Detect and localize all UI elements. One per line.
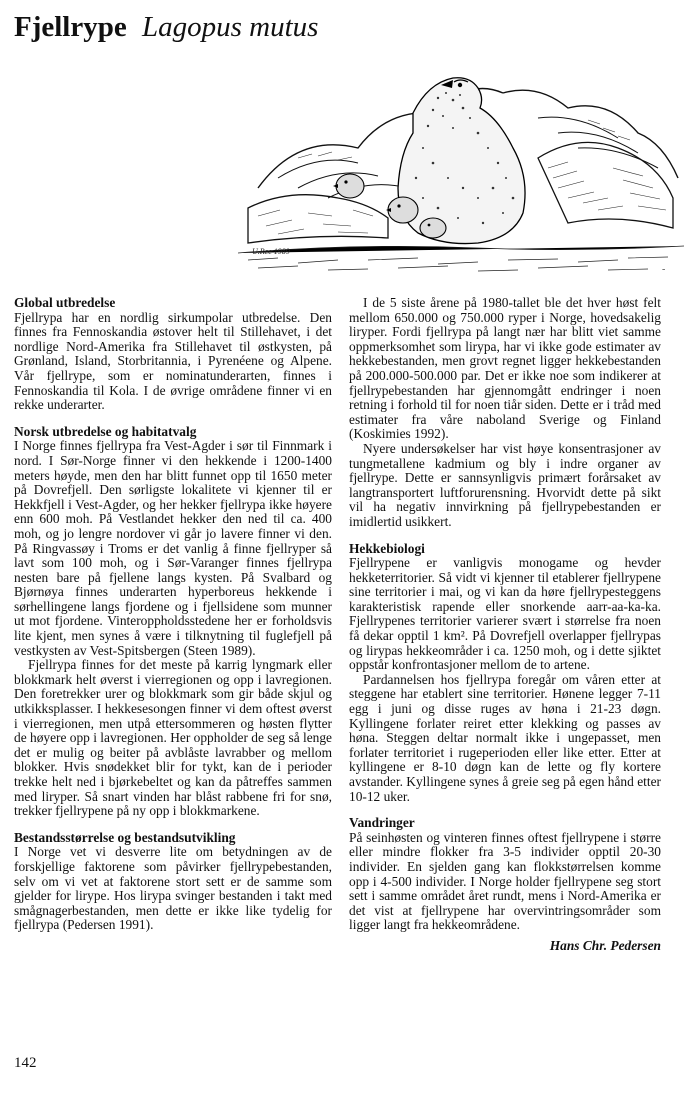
paragraph: Pardannelsen hos fjellrypa foregår om våren etter at steggene har etablert sine territorier. Hønene legger 7-11 egg i juni og disse ruges av høna i 21-23 døgn. Kyllingene forlater reiret etter klekking og passes av høna. Steggen deltar normalt ikke i ungepasset, men forlater territoriet i rugeperioden eller like etter. Etter at kyllingene er 8-10 døgn kan de lette og fly kortere avstander. Kyllingene synes å greie seg på egen hånd etter 10-12 uker. xyxy=(349,671,661,804)
paragraph: I de 5 siste årene på 1980-tallet ble det hver høst felt mellom 650.000 og 750.000 ryper i Norge, hovedsakelig liryper. Fordi fjellrypa på langt nær har blitt viet samme oppmerksomhet som lirypa, har vi ikke gode estimater av hekkebestanden, men grovt regnet ligger hekkebestanden på 200.000-500.000 par. Det er ikke noe som indikerer at fjellrypebestanden har gjennomgått endringer i noen retning i forhold til for noen tiår siden. Dette er i tråd med estimater fra våre naboland Sverige og Finland (Koskimies 1992). xyxy=(349,295,661,442)
paragraph: Fjellrypene er vanligvis monogame og hevder hekketerritorier. Så vidt vi kjenner til etablerer fjellrypene sine territorier i mai, og vi kan da høre fjellrypesteggens karakteristisk rapende eller snorkende aarr-aa-ka-ka. Fjellrypenes territorier varierer svært i størrelse fra noen få dekar opptil 1 km². På Dovrefjell overlapper fjellrypas og lirypas hekkeområder i ca. 1250 moh, og i dette sjiktet oppstår konfrontasjoner mellom de to artene. xyxy=(349,555,661,673)
ptarmigan-illustration xyxy=(238,38,684,278)
author-signature: Hans Chr. Pedersen xyxy=(549,937,661,953)
paragraph: På seinhøsten og vinteren finnes oftest fjellrypene i større eller mindre flokker fra 3-5 individer opptil 20-30 individer. En sjelden gang kan flokkstørrelsen komme opp i 4-500 individer. I Norge holder fjellrypene seg stort sett i samme området året rundt, mens i Nord-Amerika er det vist at fjellrypene har overvintringsområder som ligger langt fra hekkeområdene. xyxy=(349,829,661,933)
section-bestand xyxy=(14,831,332,933)
species-common-name: Fjellrype xyxy=(14,11,127,43)
paragraph: Fjellrypa har en nordlig sirkumpolar utbredelse. Den finnes fra Fennoskandia østover helt til Stillehavet, i det nordlige Nord-Amerika fra Stillehavet til østkysten, på Grønland, Island, Storbritannia, i Pyrenéene og Alpene. Vår fjellrype, som er nominatunderarten, finnes i Fennoskandia til Kola. I de øvrige områdene finner vi en rekke underarter. xyxy=(14,309,332,413)
section-norsk xyxy=(14,425,332,819)
section-global xyxy=(14,296,332,413)
section-hekke xyxy=(349,542,661,805)
section-heading: Norsk utbredelse og habitatvalg xyxy=(14,423,197,439)
species-latin-name: Lagopus mutus xyxy=(141,11,319,43)
section-vandr xyxy=(349,816,661,953)
section-heading: Bestandsstørrelse og bestandsutvikling xyxy=(14,829,236,845)
left-column xyxy=(14,296,332,945)
section-heading: Vandringer xyxy=(349,815,415,831)
artist-signature: U.Ree 1989 xyxy=(252,247,290,256)
paragraph: I Norge vet vi desverre lite om betydningen av de forskjellige faktorene som påvirker fjellrypebestanden, selv om vi vet at faktorene stort sett er de samme som gjelder for lirype. Hos lirypa svinger bestanden i takt med smågnagerbestanden, men dette er ikke like tydelig for fjellrypa (Pedersen 1991). xyxy=(14,844,332,933)
section-heading: Hekkebiologi xyxy=(349,540,425,556)
page-mark: - xyxy=(662,264,666,275)
paragraph: Fjellrypa finnes for det meste på karrig lyngmark eller blokkmark helt øverst i vierregionen og opp i lavregionen. Den foretrekker urer og blokkmark som gir både skjul og utkikksplasser. I hekkesesongen finner vi dem oftest øverst i vierregionen, men utpå ettersommeren og høsten flytter de høyere opp i lavregionen. Her oppholder de seg så lenge det er mulig og beiter på avblåste lavrabber og mellom blokker. Hvis snødekket blir for tykt, kan de i perioder trekke helt ned i bjørkebeltet og kan da påtreffes sammen med liryper. Så snart vinden har blåst rabbene fri for snø, trekker fjellrypene på ny opp i blokkmarkene. xyxy=(14,657,332,819)
paragraph: I Norge finnes fjellrypa fra Vest-Agder i sør til Finnmark i nord. I Sør-Norge finner vi den hekkende i 1200-1400 meters høyde, men den har blitt funnet opp til 1650 meter på Dovrefjell. Den sørligste lokalitete vi kjenner til er Hekkfjell i Vest-Agder, og her hekker fjellrypa ikke høyere enn 600 moh. På Vestlandet hekker den ned til ca. 400 moh, og jo lengre nordover vi går jo lavere finner vi den. På Ringvassøy i Troms er det vanlig å finne fjellryper så lavt som 100 moh, og i Sør-Varanger finnes fjellrypa nesten bare på fjellene langs kysten. På Svalbard og Bjørnøya finnes underarten hyperboreus hekkende i sørhellingene langs fjordene og i fjellsidene som munner ut mot fjordene. Vinteroppholdsstedene her er forholdsvis lite kjent, men synes å være i tilknytning til fuglefjell på vestkysten av Vest-Spitsbergen (Steen 1989). xyxy=(14,438,332,658)
right-column xyxy=(349,296,661,966)
section-bestand-cont xyxy=(349,296,661,530)
paragraph: Nyere undersøkelser har vist høye konsentrasjoner av tungmetallene kadmium og bly i indre organer av fjellrype. Dette er sannsynligvis primært forårsaket av langtransportert luftforurensning. Hvorvidt dette på sikt vil ha negativ innvirkning på fjellrypebestanden er imidlertid usikkert. xyxy=(349,440,661,529)
section-heading: Global utbredelse xyxy=(14,295,116,310)
page-number: 142 xyxy=(14,1055,37,1071)
